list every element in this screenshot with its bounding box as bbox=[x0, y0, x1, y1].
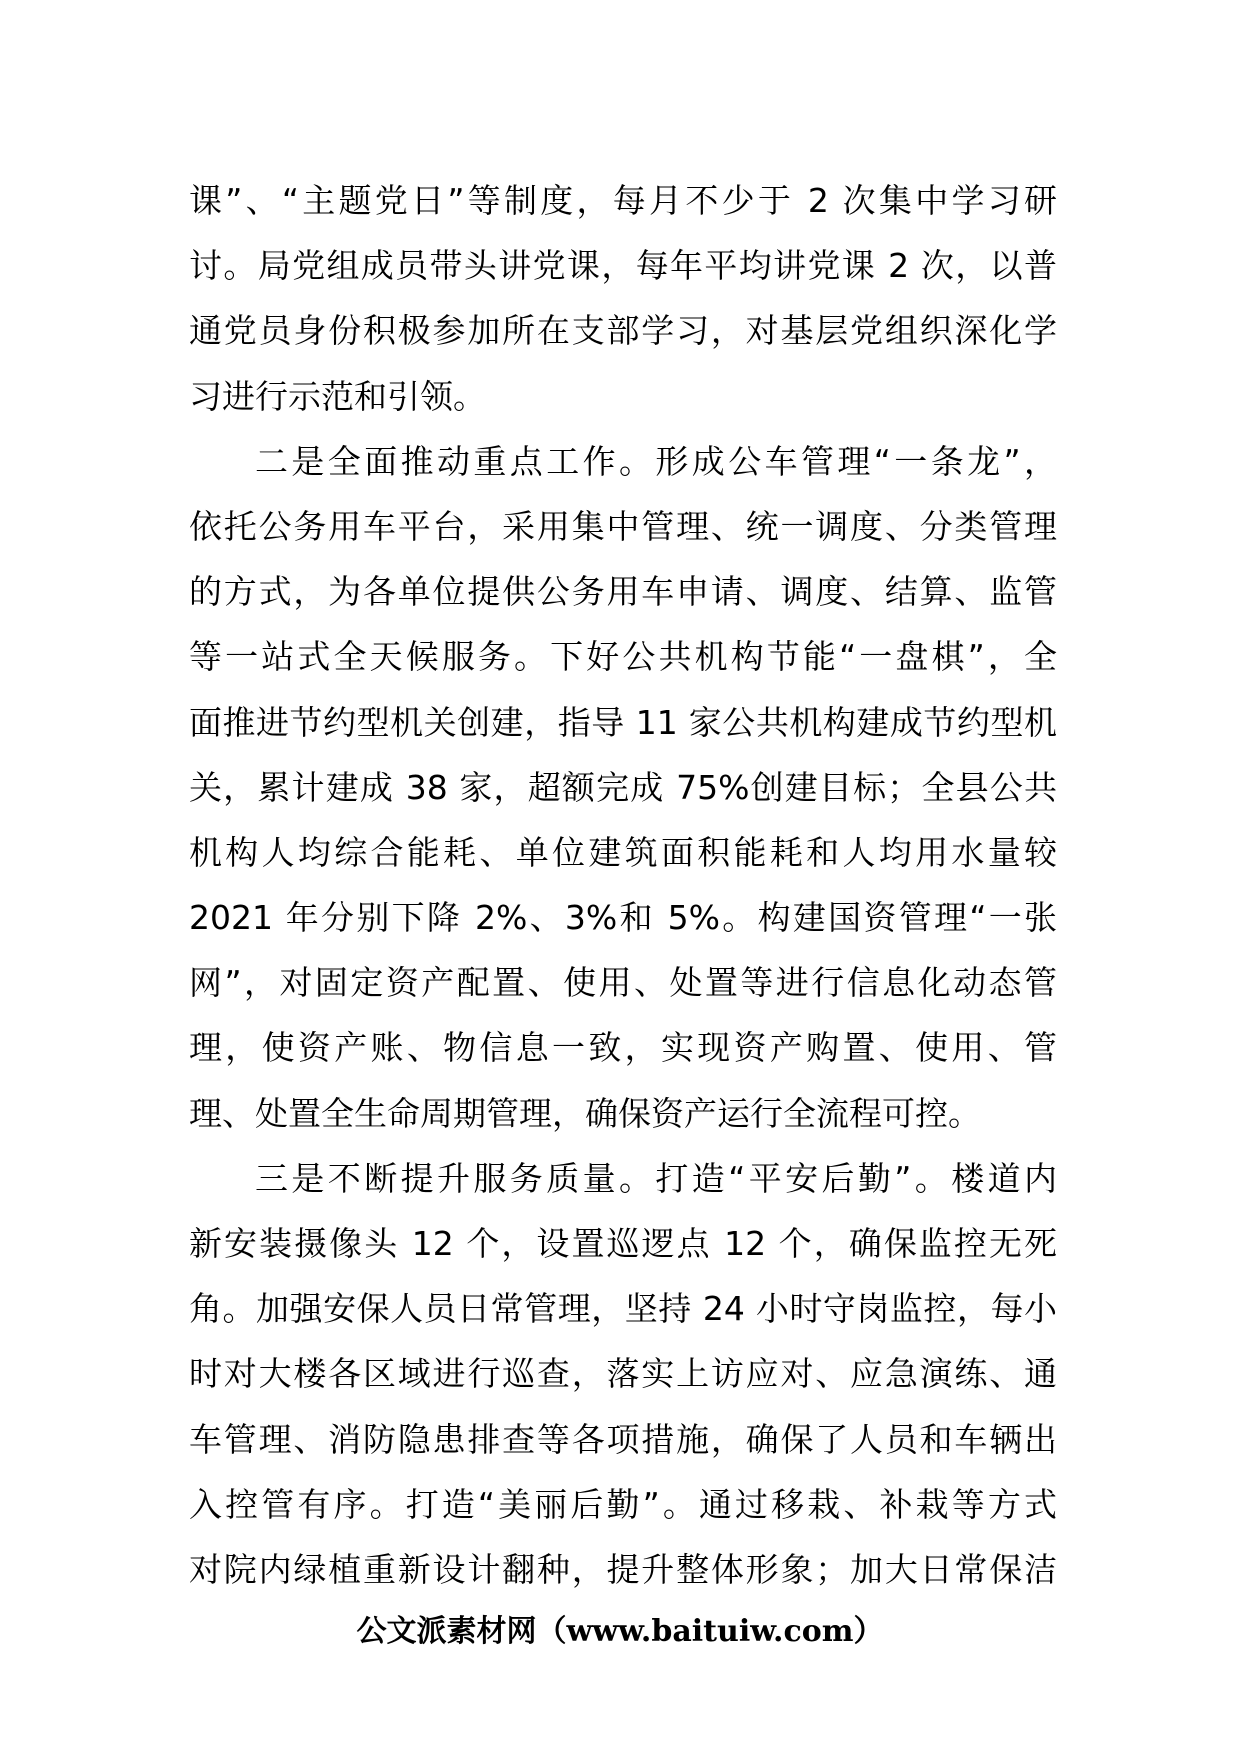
text-line: 理、处置全生命周期管理，确保资产运行全流程可控。 bbox=[189, 1093, 981, 1133]
text-line: 关，累计建成 38 家，超额完成 75%创建目标；全县公共 bbox=[189, 767, 1057, 807]
text-line: 面推进节约型机关创建，指导 11 家公共机构建成节约型机 bbox=[189, 702, 1057, 742]
text-line: 等一站式全天候服务。下好公共机构节能“一盘棋”，全 bbox=[189, 637, 1057, 677]
text-line: 新安装摄像头 12 个，设置巡逻点 12 个，确保监控无死 bbox=[189, 1224, 1057, 1263]
document-body bbox=[189, 168, 1057, 1602]
text-line: 车管理、消防隐患排查等各项措施，确保了人员和车辆出 bbox=[189, 1419, 1057, 1459]
text-line: 的方式，为各单位提供公务用车申请、调度、结算、监管 bbox=[189, 572, 1057, 612]
text-line: 入控管有序。打造“美丽后勤”。通过移栽、补栽等方式 bbox=[189, 1484, 1057, 1524]
text-line: 依托公务用车平台，采用集中管理、统一调度、分类管理 bbox=[189, 506, 1057, 546]
footer-source-text: 公文派素材网（www.baituiw.com） bbox=[356, 1614, 884, 1649]
text-line: 讨。局党组成员带头讲党课，每年平均讲党课 2 次，以普 bbox=[189, 246, 1057, 286]
text-line: 课”、“主题党日”等制度，每月不少于 2 次集中学习研 bbox=[189, 181, 1057, 220]
text-line: 对院内绿植重新设计翻种，提升整体形象；加大日常保洁 bbox=[189, 1549, 1057, 1589]
text-line: 2021 年分别下降 2%、3%和 5%。构建国资管理“一张 bbox=[189, 898, 1057, 938]
text-line: 时对大楼各区域进行巡查，落实上访应对、应急演练、通 bbox=[189, 1354, 1057, 1394]
text-line: 网”，对固定资产配置、使用、处置等进行信息化动态管 bbox=[189, 963, 1057, 1003]
text-line: 角。加强安保人员日常管理，坚持 24 小时守岗监控，每小 bbox=[189, 1289, 1057, 1329]
text-line: 通党员身份积极参加所在支部学习，对基层党组织深化学 bbox=[189, 311, 1057, 351]
text-line: 理，使资产账、物信息一致，实现资产购置、使用、管 bbox=[189, 1028, 1057, 1068]
text-line: 机构人均综合能耗、单位建筑面积能耗和人均用水量较 bbox=[189, 832, 1057, 872]
paragraph-start-line: 三是不断提升服务质量。打造“平安后勤”。楼道内 bbox=[255, 1158, 1057, 1198]
text-line: 习进行示范和引领。 bbox=[189, 376, 486, 416]
paragraph-start-line: 二是全面推动重点工作。形成公车管理“一条龙”， bbox=[255, 441, 1057, 481]
